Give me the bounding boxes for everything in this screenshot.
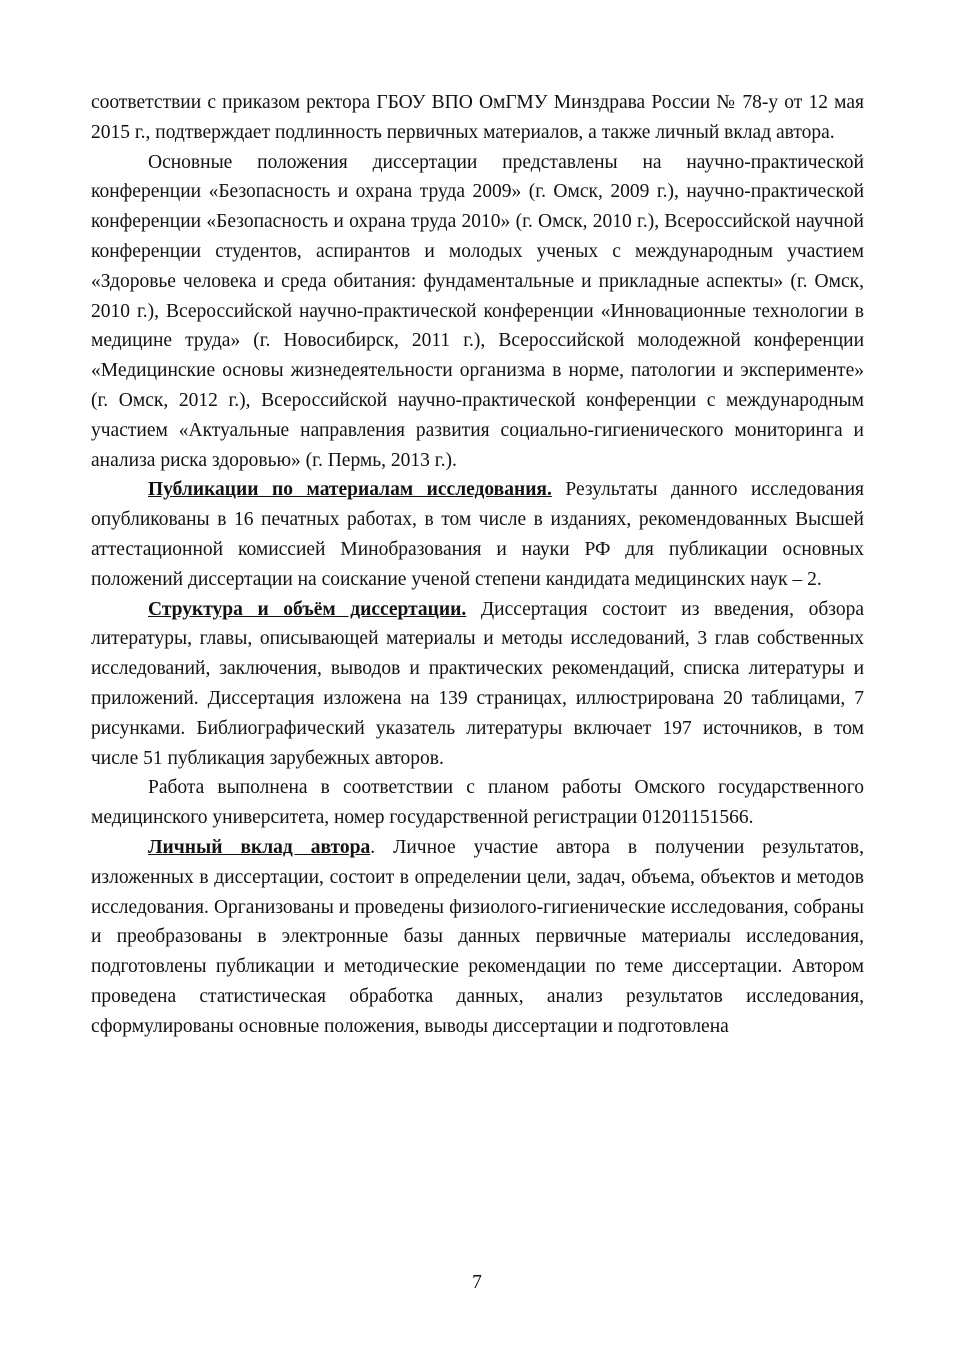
- paragraph-text: Работа выполнена в соответствии с планом работы Омского государственного медицинского университета, номер государственной регистрации 01201151566.: [91, 777, 864, 829]
- paragraph-publications: [91, 475, 864, 594]
- section-heading: Личный вклад автора: [148, 836, 371, 858]
- section-heading: Публикации по материалам исследования.: [148, 479, 552, 501]
- paragraph-text: Результаты данного исследования опубликованы в 16 печатных работах, в том числе в изданиях, рекомендованных Высшей аттестационной комиссией Минобразования и науки РФ для публикации основных положений диссертации на соискание ученой степени кандидата медицинских наук – 2.: [91, 479, 864, 590]
- paragraph-text: Основные положения диссертации представлены на научно-практической конференции «Безопасность и охрана труда 2009» (г. Омск, 2009 г.), научно-практической конференции «Безопасность и охрана труда 2010» (г. Омск, 2010 г.), Всероссийской научной конференции студентов, аспирантов и молодых ученых с международным участием «Здоровье человека и среда обитания: фундаментальные и прикладные аспекты» (г. Омск, 2010 г.), Всероссийской научно-практической конференции «Инновационные технологии в медицине труда» (г. Новосибирск, 2011 г.), Всероссийской молодежной конференции «Медицинские основы жизнедеятельности организма в норме, патологии и эксперименте» (г. Омск, 2012 г.), Всероссийской научно-практической конференции с международным участием «Актуальные направления развития социально-гигиенического мониторинга и анализа риска здоровью» (г. Пермь, 2013 г.).: [91, 151, 864, 471]
- paragraph-personal-contribution: [91, 833, 864, 1042]
- paragraph-conferences: [91, 148, 864, 476]
- body-text: [91, 88, 864, 1042]
- paragraph-structure: [91, 595, 864, 774]
- section-heading: Структура и объём диссертации.: [148, 598, 467, 620]
- paragraph-text: соответствии с приказом ректора ГБОУ ВПО ОмГМУ Минздрава России № 78-у от 12 мая 2015 г., подтверждает подлинность первичных материалов, а также личный вклад автора.: [91, 92, 864, 143]
- paragraph-continuation: [91, 88, 864, 148]
- paragraph-text: Диссертация состоит из введения, обзора литературы, главы, описывающей материалы и методы исследований, 3 глав собственных исследований, заключения, выводов и практических рекомендаций, списка литературы и приложений. Диссертация изложена на 139 страницах, иллюстрирована 20 таблицами, 7 рисунками. Библиографический указатель литературы включает 197 источников, в том числе 51 публикация зарубежных авторов.: [91, 598, 864, 769]
- paragraph-registration: [91, 773, 864, 833]
- page-number: 7: [472, 1272, 482, 1293]
- paragraph-text: . Личное участие автора в получении результатов, изложенных в диссертации, состоит в определении цели, задач, объема, объектов и методов исследования. Организованы и проведены физиолого-гигиенические исследования, собраны и преобразованы в электронные базы данных первичные материалы исследования, подготовлены публикации и методические рекомендации по теме диссертации. Автором проведена статистическая обработка данных, анализ результатов исследования, сформулированы основные положения, выводы диссертации и подготовлена: [91, 836, 864, 1037]
